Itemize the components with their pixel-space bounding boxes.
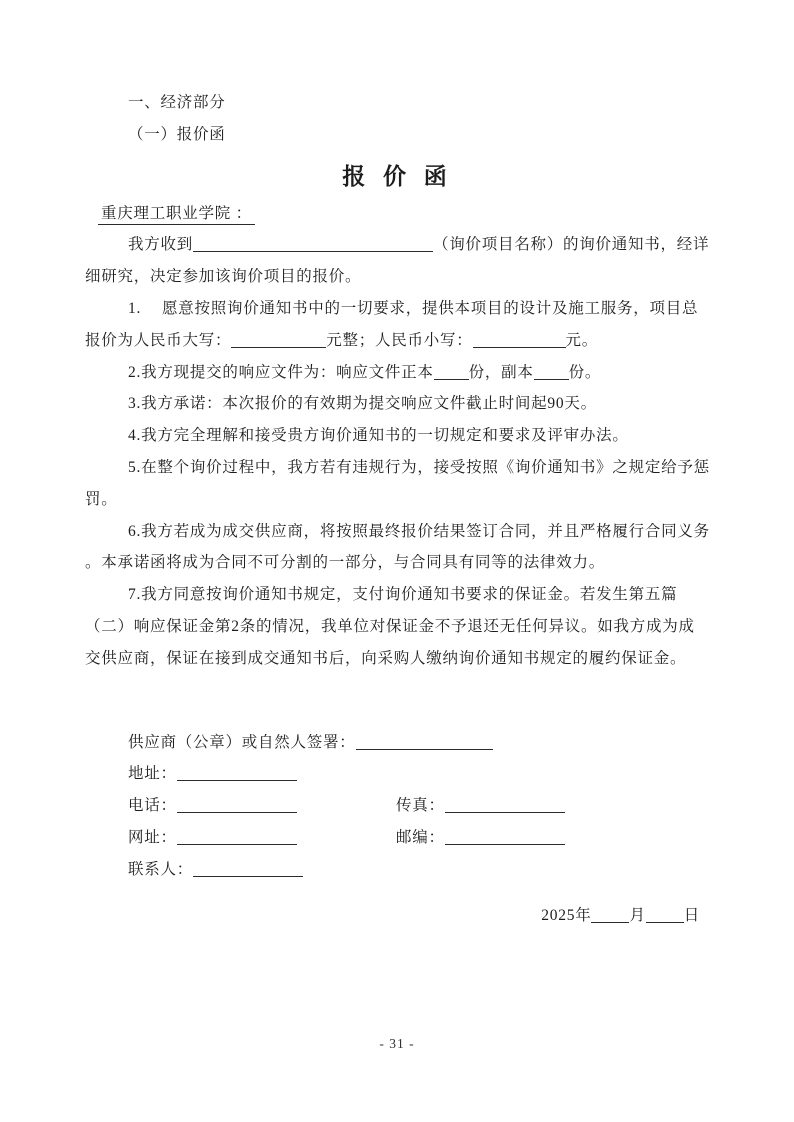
original-copies-blank bbox=[434, 364, 469, 380]
phone-blank bbox=[177, 797, 297, 813]
price-capital-label: 报价为人民币大写： bbox=[85, 331, 232, 349]
price-unit-label: 元。 bbox=[565, 331, 599, 349]
date-row bbox=[85, 900, 710, 932]
web-zip-row bbox=[128, 822, 710, 854]
document-body bbox=[85, 0, 710, 931]
contact-blank bbox=[193, 861, 303, 877]
contact-row bbox=[128, 854, 710, 886]
sub-heading: （一）报价函 bbox=[128, 125, 226, 143]
signature-block bbox=[85, 727, 710, 886]
item-6-line-2: 。本承诺函将成为合同不可分割的一部分，与合同具有同等的法律效力。 bbox=[85, 554, 606, 572]
web-blank bbox=[177, 829, 297, 845]
duplicate-copies-blank bbox=[534, 364, 569, 380]
phone-label: 电话： bbox=[128, 797, 177, 815]
intro-post: （询价项目名称）的询价通知书，经详 bbox=[433, 236, 710, 254]
document-title: 报 价 函 bbox=[342, 163, 453, 189]
date-month-blank bbox=[591, 907, 629, 923]
item-7-line-1: 7.我方同意按询价通知书规定，支付询价通知书要求的保证金。若发生第五篇 bbox=[128, 586, 678, 604]
supplier-signature-label: 供应商（公章）或自然人签署： bbox=[128, 733, 356, 751]
item-4: 4.我方完全理解和接受贵方询价通知书的一切规定和要求及评审办法。 bbox=[128, 427, 629, 445]
phone-col bbox=[128, 790, 396, 822]
phone-fax-row bbox=[128, 790, 710, 822]
date-day-blank bbox=[646, 907, 684, 923]
contact-label: 联系人： bbox=[128, 860, 194, 878]
item-7-line-2: （二）响应保证金第2条的情况，我单位对保证金不予退还无任何异议。如我方成为成 bbox=[85, 617, 695, 635]
item-2-text-a: 2.我方现提交的响应文件为：响应文件正本 bbox=[128, 363, 434, 381]
item-1-line-2 bbox=[85, 325, 710, 357]
item-5-line-2: 罚。 bbox=[85, 490, 118, 508]
zip-label: 邮编： bbox=[396, 828, 445, 846]
item-1-line-1: 1. 愿意按照询价通知书中的一切要求，提供本项目的设计及施工服务，项目总 bbox=[128, 299, 699, 317]
item-2 bbox=[85, 357, 710, 389]
item-2-text-c: 份。 bbox=[568, 363, 602, 381]
addressee-name: 重庆理工职业学院 ： bbox=[98, 205, 255, 225]
intro-pre: 我方收到 bbox=[128, 236, 194, 254]
web-label: 网址： bbox=[128, 828, 177, 846]
section-heading: 一、经济部分 bbox=[128, 94, 226, 111]
addressee-line bbox=[85, 198, 710, 230]
intro-line-1 bbox=[85, 229, 710, 261]
fax-label: 传真： bbox=[396, 797, 445, 815]
page-number: - 31 - bbox=[379, 1036, 415, 1051]
item-2-text-b: 份，副本 bbox=[468, 363, 534, 381]
item-6-line-1: 6.我方若成为成交供应商，将按照最终报价结果签订合同，并且严格履行合同义务 bbox=[128, 522, 710, 540]
price-lower-label: 元整；人民币小写： bbox=[326, 331, 473, 349]
item-7-line-3: 交供应商，保证在接到成交通知书后，向采购人缴纳询价通知书规定的履约保证金。 bbox=[85, 649, 687, 667]
intro-line-2: 细研究，决定参加该询价项目的报价。 bbox=[85, 268, 362, 286]
item-5-line-1: 5.在整个询价过程中，我方若有违规行为，接受按照《询价通知书》之规定给予惩 bbox=[128, 458, 710, 476]
date-month: 月 bbox=[629, 906, 646, 924]
supplier-signature-blank bbox=[356, 734, 493, 750]
web-col bbox=[128, 822, 396, 854]
address-label: 地址： bbox=[128, 765, 177, 783]
project-name-blank bbox=[193, 236, 433, 252]
zip-blank bbox=[445, 829, 565, 845]
supplier-signature-row bbox=[128, 727, 710, 759]
date-year: 2025年 bbox=[541, 906, 592, 924]
address-row bbox=[128, 758, 710, 790]
price-capital-blank bbox=[231, 332, 326, 348]
date-day: 日 bbox=[683, 906, 700, 924]
fax-blank bbox=[445, 797, 565, 813]
address-blank bbox=[177, 765, 297, 781]
price-lower-blank bbox=[473, 332, 566, 348]
item-3: 3.我方承诺：本次报价的有效期为提交响应文件截止时间起90天。 bbox=[128, 395, 597, 413]
